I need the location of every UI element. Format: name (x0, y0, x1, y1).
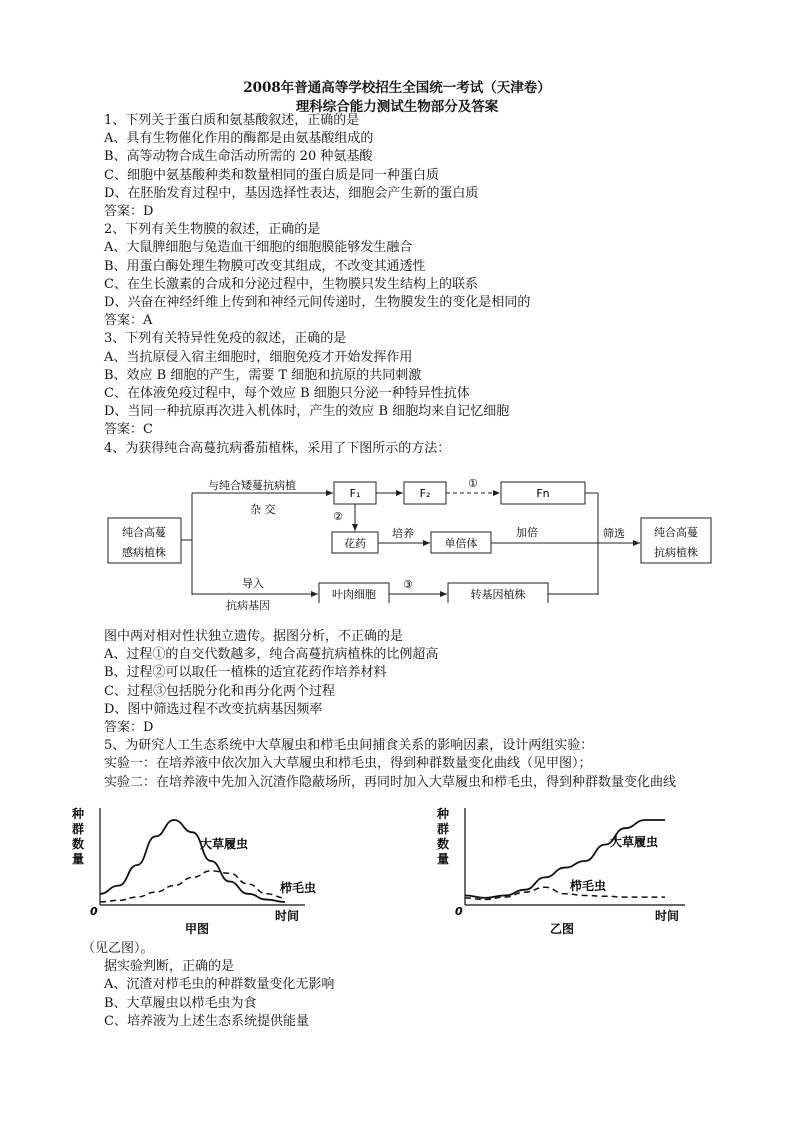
y-axis-label-char: 种 (72, 807, 85, 821)
text-line: 实验二：在培养液中先加入沉渣作隐蔽场所，再同时加入大草履虫和栉毛虫，得到种群数量变化曲线 (104, 774, 677, 790)
text-line: 3、下列有关特异性免疫的叙述，正确的是 (104, 331, 347, 347)
text-line: 图中两对相对性状独立遗传。据图分析，不正确的是 (104, 629, 404, 644)
exam-subtitle: 理科综合能力测试生物部分及答案 (295, 99, 499, 115)
text-line: D、图中筛选过程不改变抗病基因频率 (104, 701, 323, 717)
text-line: 1、下列关于蛋白质和氨基酸叙述，正确的是 (104, 113, 360, 128)
text-line: 答案：C (104, 422, 153, 438)
text-line: D、兴奋在神经纤维上传到和神经元间传递时，生物膜发生的变化是相同的 (104, 295, 531, 310)
text-line: C、在体液免疫过程中，每个效应 B 细胞只分泌一种特异性抗体 (104, 386, 470, 401)
end-box (641, 518, 711, 563)
transgenic-label: 转基因植株 (470, 588, 526, 601)
y-axis-label-char: 量 (72, 852, 85, 866)
text-line: B、效应 B 细胞的产生，需要 T 细胞和抗原的共同刺激 (104, 367, 422, 383)
import-label-top: 导入 (242, 577, 264, 590)
origin-label: 0 (90, 905, 98, 918)
text-line: 4、为获得纯合高蔓抗病番茄植株，采用了下图所示的方法： (104, 440, 451, 456)
text-line: A、沉渣对栉毛虫的种群数量变化无影响 (104, 977, 335, 993)
origin-label: 0 (455, 905, 463, 918)
text-line: B、过程②可以取任一植株的适宜花药作培养材料 (104, 665, 387, 681)
chart-caption: 乙图 (550, 922, 575, 936)
f2-label: F₂ (419, 487, 431, 500)
text-line: D、在胚胎发育过程中，基因选择性表达，细胞会产生新的蛋白质 (104, 185, 479, 201)
text-line: B、高等动物合成生命活动所需的 20 种氨基酸 (104, 149, 373, 165)
y-axis-label-char: 群 (437, 822, 450, 836)
text-line: C、在生长激素的合成和分泌过程中，生物膜只发生结构上的联系 (104, 276, 478, 292)
population-charts (0, 800, 794, 940)
exam-title: 2008年普通高等学校招生全国统一考试（天津卷） (243, 80, 551, 96)
text-line: 答案：D (104, 720, 154, 735)
end-label-1: 纯合高蔓 (654, 526, 698, 539)
start-box (108, 518, 181, 563)
series-label-didinium: 栉毛虫 (570, 879, 607, 893)
series-label-didinium: 栉毛虫 (280, 881, 317, 895)
chart-caption: 甲图 (185, 922, 210, 936)
y-axis-label-char: 群 (72, 822, 85, 836)
step3-label: ③ (403, 578, 413, 591)
anther-box (332, 532, 378, 553)
y-axis-label-char: 数 (437, 837, 450, 851)
text-line: B、大草履虫以栉毛虫为食 (104, 995, 257, 1011)
x-axis-label: 时间 (275, 909, 300, 923)
y-axis-label-char: 量 (437, 852, 450, 866)
series-line-paramecium (465, 820, 665, 898)
haploid-label: 单倍体 (444, 537, 478, 550)
step1-label: ① (468, 477, 478, 490)
f1-label: F₁ (349, 487, 361, 500)
culture-label: 培养 (392, 527, 414, 540)
text-line: （见乙图）。 (82, 941, 154, 956)
y-axis-label-char: 数 (72, 837, 85, 851)
f1-box (334, 482, 376, 504)
double-label: 加倍 (516, 526, 538, 539)
start-label-1: 纯合高蔓 (122, 526, 166, 539)
text-line: A、当抗原侵入宿主细胞时，细胞免疫才开始发挥作用 (104, 349, 413, 365)
f2-box (404, 482, 446, 504)
fn-label: Fn (536, 487, 550, 500)
text-line: C、培养液为上述生态系统提供能量 (104, 1013, 309, 1029)
series-line-paramecium (100, 820, 285, 902)
breeding-flow-diagram (0, 473, 794, 603)
series-line-didinium (465, 887, 665, 899)
text-line: 2、下列有关生物膜的叙述，正确的是 (104, 222, 321, 238)
cross-label-top: 与纯合矮蔓抗病植 (208, 479, 296, 492)
transgenic-box (448, 583, 548, 603)
text-line: A、具有生物催化作用的酶都是由氨基酸组成的 (104, 131, 374, 147)
text-line: 实验一：在培养液中依次加入大草履虫和栉毛虫，得到种群数量变化曲线（见甲图）； (104, 756, 592, 772)
text-line: 5、为研究人工生态系统中大草履虫和栉毛虫间捕食关系的影响因素，设计两组实验： (104, 738, 594, 754)
text-line: D、当同一种抗原再次进入机体时，产生的效应 B 细胞均来自记忆细胞 (104, 404, 510, 420)
anther-label: 花药 (344, 537, 366, 550)
text-line: 据实验判断，正确的是 (104, 959, 235, 975)
fn-box (501, 482, 585, 504)
haploid-box (431, 532, 491, 553)
y-axis-label-char: 种 (437, 807, 450, 821)
text-line: A、过程①的自交代数越多，纯合高蔓抗病植株的比例超高 (104, 647, 439, 663)
start-label-2: 感病植株 (122, 546, 166, 559)
series-label-paramecium: 大草履虫 (610, 835, 659, 849)
cross-label-bottom: 杂 交 (250, 503, 276, 516)
text-line: A、大鼠脾细胞与兔造血干细胞的细胞膜能够发生融合 (104, 240, 413, 256)
import-label-bottom-text: 抗病基因 (226, 599, 270, 612)
leaf-box (319, 583, 389, 603)
text-line: C、细胞中氨基酸种类和数量相同的蛋白质是同一种蛋白质 (104, 167, 439, 183)
leaf-label: 叶肉细胞 (332, 588, 376, 601)
x-axis-label: 时间 (655, 909, 680, 923)
screen-label: 筛选 (603, 527, 625, 540)
text-line: 答案：A (104, 313, 153, 329)
text-line: 答案：D (104, 204, 154, 219)
series-label-paramecium: 大草履虫 (200, 837, 249, 851)
text-line: C、过程③包括脱分化和再分化两个过程 (104, 683, 335, 699)
step2-label: ② (333, 510, 343, 523)
text-line: B、用蛋白酶处理生物膜可改变其组成，不改变其通透性 (104, 258, 426, 274)
end-label-2: 抗病植株 (654, 546, 698, 559)
